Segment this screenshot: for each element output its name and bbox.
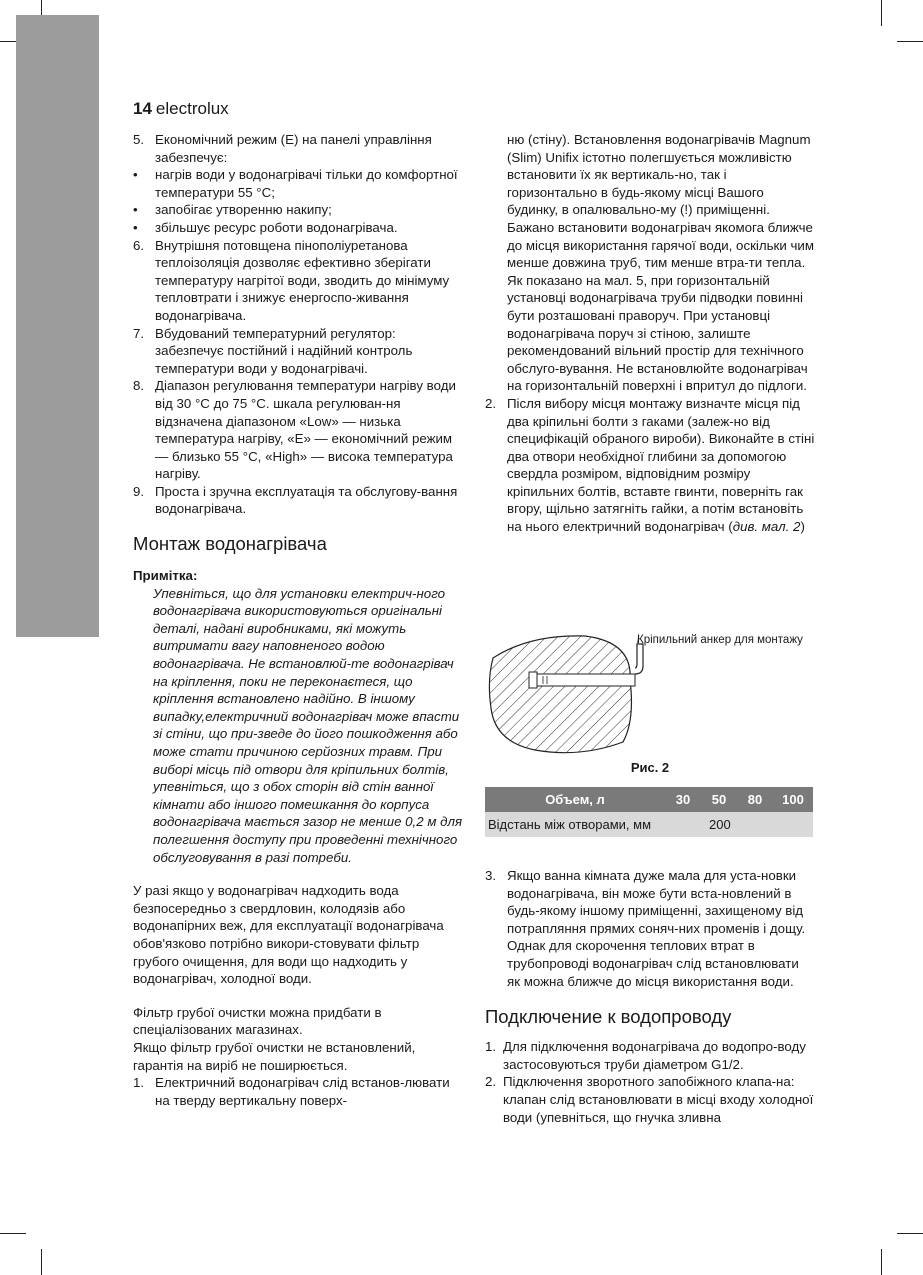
list-item: 3. Якщо ванна кімната дуже мала для уста-новки водонагрівача, він може бути вста-новлений в будь-якому іншому приміщенні, захищеному від потрапляння прямих соняч-них променів і дощу. Однак для скорочення теплових втрат в трубопроводі водонагрівач слід встановлювати як можна ближче до місця використання води.: [485, 868, 806, 989]
table-cell-value: 200: [665, 812, 813, 837]
table-cell-label: Відстань між отворами, мм: [485, 812, 665, 837]
list-item: 5. Економічний режим (E) на панелі управління забезпечує:: [133, 132, 432, 165]
list-item: 6. Внутрішня потовщена пінополіуретанова теплоізоляція дозволяє ефективно зберігати температуру нагрітої води, зводить до мінімуму тепловтрати і знижує енергоспо-живання водонагрівача.: [133, 237, 450, 323]
paragraph: ню (стіну). Встановлення водонагрівачів Magnum (Slim) Unifix істотно полегшується можливістю встановити їх як вертикаль-но, так і горизонтально в будь-якому місці Вашого будинку, в опалювально-му (!) приміщенні. Бажано встановити водонагрівач якомога ближче до місця використання гарячої води, оскільки чим менше довжина труб, тим менше втра-ти тепла. Як показано на мал. 5, при горизонтальній установці водонагрівача труби підводки повинні бути розташовані праворуч. При установці водонагрівача поруч зі стіною, залиште рекомендований вільний простір для технічного обслуго-вування. Не встановлюйте водонагрівач на горизонтальній поверхні і впритул до підлоги.: [507, 132, 814, 394]
figure-caption: Рис. 2: [630, 760, 670, 775]
side-tab: [16, 15, 99, 637]
table-row: [485, 812, 813, 837]
section-title-install: Монтаж водонагрівача: [133, 533, 327, 555]
feature-list: [133, 131, 463, 518]
crop-mark: [897, 1233, 923, 1234]
anchor-diagram: [485, 630, 815, 760]
paragraph: Фільтр грубої очистки можна придбати в спеціалізованих магазинах.: [133, 1004, 382, 1038]
list-item: 1. Електричний водонагрівач слід встанов-лювати на тверду вертикальну поверх-: [133, 1075, 450, 1108]
left-column: [133, 131, 463, 1109]
paragraph: У разі якщо у водонагрівач надходить вода безпосередньо з свердловин, колодязів або водонапірних веж, для експлуатації водонагрівача обов'язково потрібно викори-стовувати фільтр грубого очищення, для води що надходить у водонагрівач, холодної води.: [133, 883, 444, 987]
list-item: 8. Діапазон регулювання температури нагріву води від 30 °C до 75 °C. шкала регулюван-ня відзначена діапазоном «Low» — низька температура нагріву, «E» — економічний режим — близько 55 °C, «High» — висока температура нагріву.: [133, 378, 456, 482]
table-header-cell: 80: [737, 787, 773, 812]
wall-section: [489, 636, 631, 753]
anchor-bolt-shaft: [535, 674, 635, 686]
table-header-cell: 100: [773, 787, 813, 812]
brand-name: electrolux: [155, 99, 229, 118]
table-header-cell: Объем, л: [485, 787, 665, 812]
list-item: 2. Підключення зворотного запобіжного клапа-на: клапан слід встановлювати в місці входу холодної води (упевніться, що гнучка зливна: [485, 1074, 814, 1125]
right-column-lower: [485, 867, 815, 1126]
table-header-cell: 50: [701, 787, 737, 812]
figure-reference: див. мал. 2: [732, 519, 801, 535]
right-column: [485, 131, 815, 536]
page-header: [133, 99, 229, 119]
list-item: 1. Для підключення водонагрівача до водопро-воду застосовуються труби діаметром G1/2.: [485, 1039, 806, 1072]
table-header-row: [485, 787, 813, 812]
section-title-connection: Подключение к водопроводу: [485, 1006, 732, 1028]
crop-mark: [0, 1233, 26, 1234]
figure-2: [485, 630, 815, 760]
list-item: 2. Після вибору місця монтажу визначте місця під два кріпильні болти з гаками (залеж-но від специфікацій обраного вироби). Виконайте в стіні два отвори необхідної глибини за допомогою свердла розміром, відповідним розміру кріпильних болтів, вставте гвинти, поверніть гак вгору, щільно затягніть гайки, а потім встановіть на нього електричний водонагрівач (див. мал. 2): [485, 395, 815, 535]
anchor-hook: [635, 644, 643, 674]
crop-mark: [897, 41, 923, 42]
list-item: • збільшує ресурс роботи водонагрівача.: [133, 219, 398, 235]
list-item: • нагрів води у водонагрівачі тільки до комфортної температури 55 °C;: [133, 167, 458, 200]
crop-mark: [881, 1249, 882, 1275]
crop-mark: [41, 1249, 42, 1275]
figure-label: Кріпильний анкер для монтажу: [637, 634, 803, 646]
spec-table: [485, 787, 813, 837]
note-text: Упевніться, що для установки електрич-ного водонагрівача використовуються оригінальні деталі, надані виробниками, які можуть витримати вагу наповненого водою водонагрівача. Не встановлюй-те водонагрівач на кріплення, поки не переконаєтеся, що кріплення встановлено надійно. В іншому випадку,електричний водонагрівач може впасти зі стіни, що при-зведе до його пошкодження або може стати причиною серйозних травм. При виборі місць під отвори для кріпильних болтів, упевніться, що з обох сторін від стін ванної кімнати або іншого помешкання до корпуса водонагрівача мається зазор не менше 0,2 м для полегшення доступу при проведенні технічного обслуговування в разі потреби.: [153, 585, 463, 865]
note-label: Примітка:: [133, 568, 198, 584]
crop-mark: [881, 0, 882, 26]
page-number: 14: [133, 99, 152, 118]
list-item: • запобігає утворенню накипу;: [133, 202, 332, 218]
table-header-cell: 30: [665, 787, 701, 812]
paragraph: Якщо фільтр грубої очистки не встановлений, гарантія на виріб не поширюється.: [133, 1039, 416, 1073]
list-item: 9. Проста і зручна експлуатація та обслугову-вання водонагрівача.: [133, 483, 458, 517]
anchor-nut: [529, 672, 537, 688]
list-item: 7. Вбудований температурний регулятор: забезпечує постійний і надійний контроль температури води у водонагрівачі.: [133, 325, 413, 376]
